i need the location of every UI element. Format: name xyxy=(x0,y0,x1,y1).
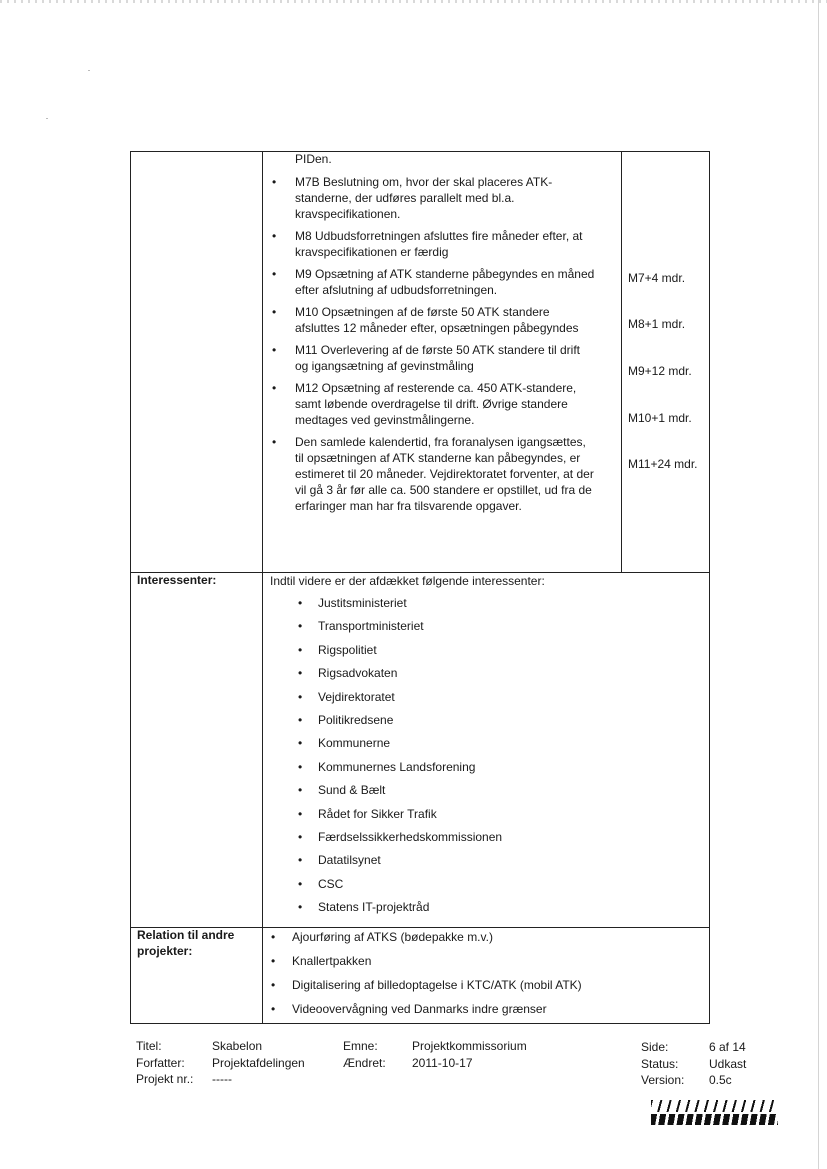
footer-values-right xyxy=(709,1039,746,1089)
list-item xyxy=(296,689,616,712)
bullet-icon: • xyxy=(271,930,276,944)
bullet-icon: • xyxy=(298,853,303,868)
bullet-icon: • xyxy=(298,783,303,798)
barcode-icon xyxy=(651,1100,778,1112)
stakeholder-name: Rådet for Sikker Trafik xyxy=(318,806,437,821)
column-divider xyxy=(262,151,263,1024)
stakeholder-name: Politikredsene xyxy=(318,712,394,727)
bullet-icon: • xyxy=(271,954,276,968)
footer-value: 0.5c xyxy=(709,1073,732,1087)
bullet-icon: • xyxy=(298,900,303,915)
list-item xyxy=(269,977,689,1001)
bullet-icon: • xyxy=(272,435,277,449)
interessenter-intro: Indtil videre er der afdækket følgende interessenter: xyxy=(270,574,545,588)
bullet-icon: • xyxy=(298,876,303,891)
bullet-icon: • xyxy=(298,712,303,727)
list-item xyxy=(269,1001,689,1025)
bullet-icon: • xyxy=(298,619,303,634)
duration-value: M7+4 mdr. xyxy=(628,271,686,285)
stakeholder-name: Færdselssikkerhedskommissionen xyxy=(318,829,503,844)
bullet-icon: • xyxy=(298,736,303,751)
milestone-text: M8 Udbudsforretningen afsluttes fire måneder efter, at kravspecifikationen er færdig xyxy=(295,229,583,259)
list-item xyxy=(296,642,616,665)
list-item xyxy=(296,899,616,922)
stakeholder-name: Transportministeriet xyxy=(318,619,424,634)
list-item xyxy=(270,151,595,167)
bullet-icon: • xyxy=(298,642,303,657)
bullet-icon: • xyxy=(272,305,277,319)
list-item xyxy=(296,618,616,641)
bullet-icon: • xyxy=(271,1002,276,1016)
list-item xyxy=(296,712,616,735)
footer-label: Ændret: xyxy=(343,1055,386,1070)
list-item xyxy=(270,380,595,428)
related-project: Knallertpakken xyxy=(292,954,372,968)
scan-speck xyxy=(88,70,90,71)
list-item xyxy=(270,304,595,336)
list-item xyxy=(269,929,689,953)
duration-value: M11+24 mdr. xyxy=(628,457,698,471)
list-item xyxy=(296,759,616,782)
footer-labels-middle xyxy=(343,1038,386,1071)
list-item xyxy=(296,852,616,875)
footer-labels-left xyxy=(136,1038,193,1088)
footer-labels-right xyxy=(641,1039,684,1089)
relation-label xyxy=(137,927,234,959)
bullet-icon: • xyxy=(272,343,277,357)
milestone-text: M10 Opsætningen af de første 50 ATK standere afsluttes 12 måneder efter, opsætningen påbegyndes xyxy=(295,305,579,335)
bullet-icon: • xyxy=(298,806,303,821)
stakeholder-name: Datatilsynet xyxy=(318,853,381,868)
milestone-text: M7B Beslutning om, hvor der skal placeres ATK-standerne, der udføres parallelt med bl.a. kravspecifikationen. xyxy=(295,175,553,221)
relation-list xyxy=(269,929,689,1025)
footer-label: Emne: xyxy=(343,1039,378,1053)
bullet-icon: • xyxy=(298,689,303,704)
list-item xyxy=(296,782,616,805)
stakeholder-name: Sund & Bælt xyxy=(318,783,386,798)
bullet-icon: • xyxy=(271,978,276,992)
bullet-icon: • xyxy=(272,381,277,395)
duration-value: M8+1 mdr. xyxy=(628,317,686,331)
footer-value: Projektafdelingen xyxy=(212,1055,305,1070)
duration-column-divider xyxy=(621,151,622,573)
footer-label: Titel: xyxy=(136,1039,162,1053)
duration-value: M10+1 mdr. xyxy=(628,411,692,425)
scan-speck xyxy=(46,118,48,119)
bullet-icon: • xyxy=(298,596,303,610)
related-project: Ajourføring af ATKS (bødepakke m.v.) xyxy=(292,930,493,944)
barcode-icon xyxy=(651,1114,778,1125)
table-right-border xyxy=(709,151,710,1024)
footer-value: Projektkommissorium xyxy=(412,1039,527,1053)
stakeholder-name: Vejdirektoratet xyxy=(318,689,395,704)
list-item xyxy=(270,174,595,222)
list-item xyxy=(296,806,616,829)
footer-label: Projekt nr.: xyxy=(136,1072,194,1086)
milestone-text: Den samlede kalendertid, fra foranalysen igangsættes, til opsætningen af ATK standerne kan påbegyndes, er estimeret til 20 måneder. Vejdirektoratet forventer, at der vil gå 3 år før alle ca. 500 standere er opstillet, ud fra de erfaringer man har fra tilsvarende opgaver. xyxy=(295,435,594,513)
scan-right-edge xyxy=(818,0,819,1169)
related-project: Videoovervågning ved Danmarks indre grænser xyxy=(292,1002,547,1016)
footer-label: Forfatter: xyxy=(136,1055,185,1070)
stakeholder-name: Kommunerne xyxy=(318,736,391,751)
list-item xyxy=(296,595,616,618)
bullet-icon: • xyxy=(272,175,277,189)
milestone-text: M9 Opsætning af ATK standerne påbegyndes en måned efter afslutning af udbudsforretningen. xyxy=(295,267,595,297)
interessenter-list xyxy=(296,595,616,922)
bullet-icon: • xyxy=(298,829,303,844)
footer-value: Skabelon xyxy=(212,1039,263,1053)
stakeholder-name: Rigsadvokaten xyxy=(318,666,398,681)
stakeholder-name: Rigspolitiet xyxy=(318,642,377,657)
bullet-icon: • xyxy=(272,267,277,281)
milestone-text: PIDen. xyxy=(295,152,332,166)
list-item xyxy=(269,953,689,977)
list-item xyxy=(270,266,595,298)
list-item xyxy=(296,876,616,899)
milestone-text: M12 Opsætning af resterende ca. 450 ATK-standere, samt løbende overdragelse til drift. Øvrige standere medtages ved gevinstmålingerne. xyxy=(295,381,577,427)
relation-label-line: Relation til andre xyxy=(137,928,235,942)
related-project: Digitalisering af billedoptagelse i KTC/ATK (mobil ATK) xyxy=(292,978,582,992)
footer-label: Side: xyxy=(641,1040,669,1054)
stakeholder-name: Justitsministeriet xyxy=(318,596,407,610)
duration-value: M9+12 mdr. xyxy=(628,364,692,378)
footer-value: 2011-10-17 xyxy=(412,1055,473,1070)
scan-top-noise xyxy=(0,0,827,3)
table-left-border xyxy=(130,151,131,1024)
milestone-text: M11 Overlevering af de første 50 ATK standere til drift og igangsætning af gevinstmåling xyxy=(295,343,581,373)
list-item xyxy=(270,228,595,260)
list-item xyxy=(296,665,616,688)
footer-label: Version: xyxy=(641,1073,685,1087)
list-item xyxy=(296,829,616,852)
footer-value: Udkast xyxy=(709,1056,747,1071)
bullet-icon: • xyxy=(298,759,303,774)
stakeholder-name: CSC xyxy=(318,876,344,891)
interessenter-label: Interessenter: xyxy=(137,573,217,587)
bullet-icon: • xyxy=(272,229,277,243)
list-item xyxy=(270,434,595,514)
list-item xyxy=(270,342,595,374)
stakeholder-name: Kommunernes Landsforening xyxy=(318,759,476,774)
footer-values-middle xyxy=(412,1038,527,1071)
footer-values-left xyxy=(212,1038,305,1088)
footer-value: 6 af 14 xyxy=(709,1040,746,1054)
stakeholder-name: Statens IT-projektråd xyxy=(318,900,430,915)
relation-label-line: projekter: xyxy=(137,944,193,958)
milestone-list xyxy=(270,151,595,520)
list-item xyxy=(296,735,616,758)
footer-value: ----- xyxy=(212,1072,232,1086)
bullet-icon: • xyxy=(298,666,303,681)
footer-label: Status: xyxy=(641,1056,679,1071)
